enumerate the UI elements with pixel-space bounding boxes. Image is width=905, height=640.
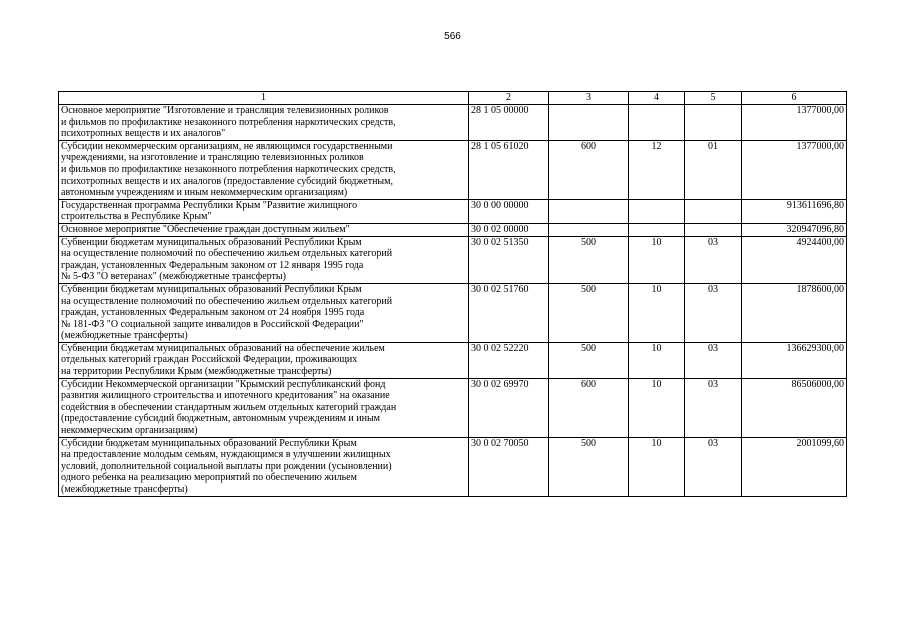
cell-amount: 913611696,80 bbox=[742, 199, 847, 223]
cell-name: Субсидии бюджетам муниципальных образований Республики Крым на предоставление молодым семьям, нуждающимся в улучшении жилищных условий, дополнительной социальной выплаты при рождении (усыновлении) одного ребенка на реализацию мероприятий по обеспечению жильем (межбюджетные трансферты) bbox=[59, 437, 469, 496]
cell-section: 10 bbox=[629, 236, 685, 283]
cell-amount: 86506000,00 bbox=[742, 378, 847, 437]
cell-code: 30 0 02 51350 bbox=[469, 236, 549, 283]
cell-name: Основное мероприятие "Изготовление и трансляция телевизионных роликов и фильмов по профилактике незаконного потребления наркотических средств, психотропных веществ и их аналогов" bbox=[59, 105, 469, 141]
cell-section: 10 bbox=[629, 283, 685, 342]
cell-subsection: 03 bbox=[685, 437, 742, 496]
cell-amount: 136629300,00 bbox=[742, 342, 847, 378]
cell-name: Субсидии некоммерческим организациям, не являющимся государственными учреждениями, на изготовление и трансляцию телевизионных роликов и фильмов по профилактике незаконного потребления наркотических средств, психотропных веществ и их аналогов (предоставление субсидий бюджетным, автономным учреждениям и иным некоммерческим организациям) bbox=[59, 140, 469, 199]
header-cell-4: 4 bbox=[629, 92, 685, 105]
cell-code: 30 0 02 69970 bbox=[469, 378, 549, 437]
cell-expense-type bbox=[549, 223, 629, 236]
cell-subsection: 03 bbox=[685, 283, 742, 342]
cell-expense-type: 500 bbox=[549, 236, 629, 283]
header-cell-2: 2 bbox=[469, 92, 549, 105]
table-body bbox=[59, 105, 847, 497]
cell-name: Субвенции бюджетам муниципальных образований Республики Крым на осуществление полномочий по обеспечению жильем отдельных категорий граждан, установленных Федеральным законом от 12 января 1995 года № 5-ФЗ "О ветеранах" (межбюджетные трансферты) bbox=[59, 236, 469, 283]
cell-code: 28 1 05 00000 bbox=[469, 105, 549, 141]
cell-section: 10 bbox=[629, 342, 685, 378]
header-cell-3: 3 bbox=[549, 92, 629, 105]
cell-subsection bbox=[685, 199, 742, 223]
cell-amount: 4924400,00 bbox=[742, 236, 847, 283]
cell-section: 10 bbox=[629, 378, 685, 437]
cell-code: 30 0 02 70050 bbox=[469, 437, 549, 496]
table-row bbox=[59, 223, 847, 236]
cell-subsection: 03 bbox=[685, 236, 742, 283]
cell-code: 30 0 02 52220 bbox=[469, 342, 549, 378]
cell-name: Государственная программа Республики Крым "Развитие жилищного строительства в Республике Крым" bbox=[59, 199, 469, 223]
table-row bbox=[59, 105, 847, 141]
cell-expense-type: 500 bbox=[549, 342, 629, 378]
cell-subsection bbox=[685, 105, 742, 141]
cell-subsection: 03 bbox=[685, 342, 742, 378]
table-row bbox=[59, 342, 847, 378]
cell-expense-type: 600 bbox=[549, 140, 629, 199]
cell-section: 10 bbox=[629, 437, 685, 496]
table-row bbox=[59, 199, 847, 223]
cell-name: Субвенции бюджетам муниципальных образований Республики Крым на осуществление полномочий по обеспечению жильем отдельных категорий граждан, установленных Федеральным законом от 24 ноября 1995 года № 181-ФЗ "О социальной защите инвалидов в Российской Федерации" (межбюджетные трансферты) bbox=[59, 283, 469, 342]
cell-name: Основное мероприятие "Обеспечение граждан доступным жильем" bbox=[59, 223, 469, 236]
cell-name: Субвенции бюджетам муниципальных образований на обеспечение жильем отдельных категорий граждан Российской Федерации, проживающих на территории Республики Крым (межбюджетные трансферты) bbox=[59, 342, 469, 378]
header-cell-1: 1 bbox=[59, 92, 469, 105]
cell-amount: 1377000,00 bbox=[742, 140, 847, 199]
cell-code: 28 1 05 61020 bbox=[469, 140, 549, 199]
cell-expense-type bbox=[549, 199, 629, 223]
cell-expense-type: 500 bbox=[549, 283, 629, 342]
cell-code: 30 0 02 00000 bbox=[469, 223, 549, 236]
table-row bbox=[59, 236, 847, 283]
cell-expense-type bbox=[549, 105, 629, 141]
cell-subsection: 03 bbox=[685, 378, 742, 437]
table-row bbox=[59, 437, 847, 496]
cell-code: 30 0 02 51760 bbox=[469, 283, 549, 342]
cell-subsection: 01 bbox=[685, 140, 742, 199]
table-row bbox=[59, 283, 847, 342]
table-header-row bbox=[59, 92, 847, 105]
table-row bbox=[59, 140, 847, 199]
budget-table bbox=[58, 91, 847, 497]
cell-section bbox=[629, 199, 685, 223]
cell-expense-type: 500 bbox=[549, 437, 629, 496]
cell-section: 12 bbox=[629, 140, 685, 199]
page-number: 566 bbox=[444, 31, 461, 42]
cell-amount: 1878600,00 bbox=[742, 283, 847, 342]
cell-section bbox=[629, 223, 685, 236]
table-row bbox=[59, 378, 847, 437]
cell-subsection bbox=[685, 223, 742, 236]
cell-section bbox=[629, 105, 685, 141]
cell-name: Субсидии Некоммерческой организации "Крымский республиканский фонд развития жилищного строительства и ипотечного кредитования" на оказание содействия в обеспечении стандартным жильем отдельных категорий граждан (предоставление субсидий бюджетным, автономным учреждениям и иным некоммерческим организациям) bbox=[59, 378, 469, 437]
cell-code: 30 0 00 00000 bbox=[469, 199, 549, 223]
cell-amount: 1377000,00 bbox=[742, 105, 847, 141]
header-cell-5: 5 bbox=[685, 92, 742, 105]
header-cell-6: 6 bbox=[742, 92, 847, 105]
cell-amount: 2001099,60 bbox=[742, 437, 847, 496]
cell-amount: 320947096,80 bbox=[742, 223, 847, 236]
cell-expense-type: 600 bbox=[549, 378, 629, 437]
